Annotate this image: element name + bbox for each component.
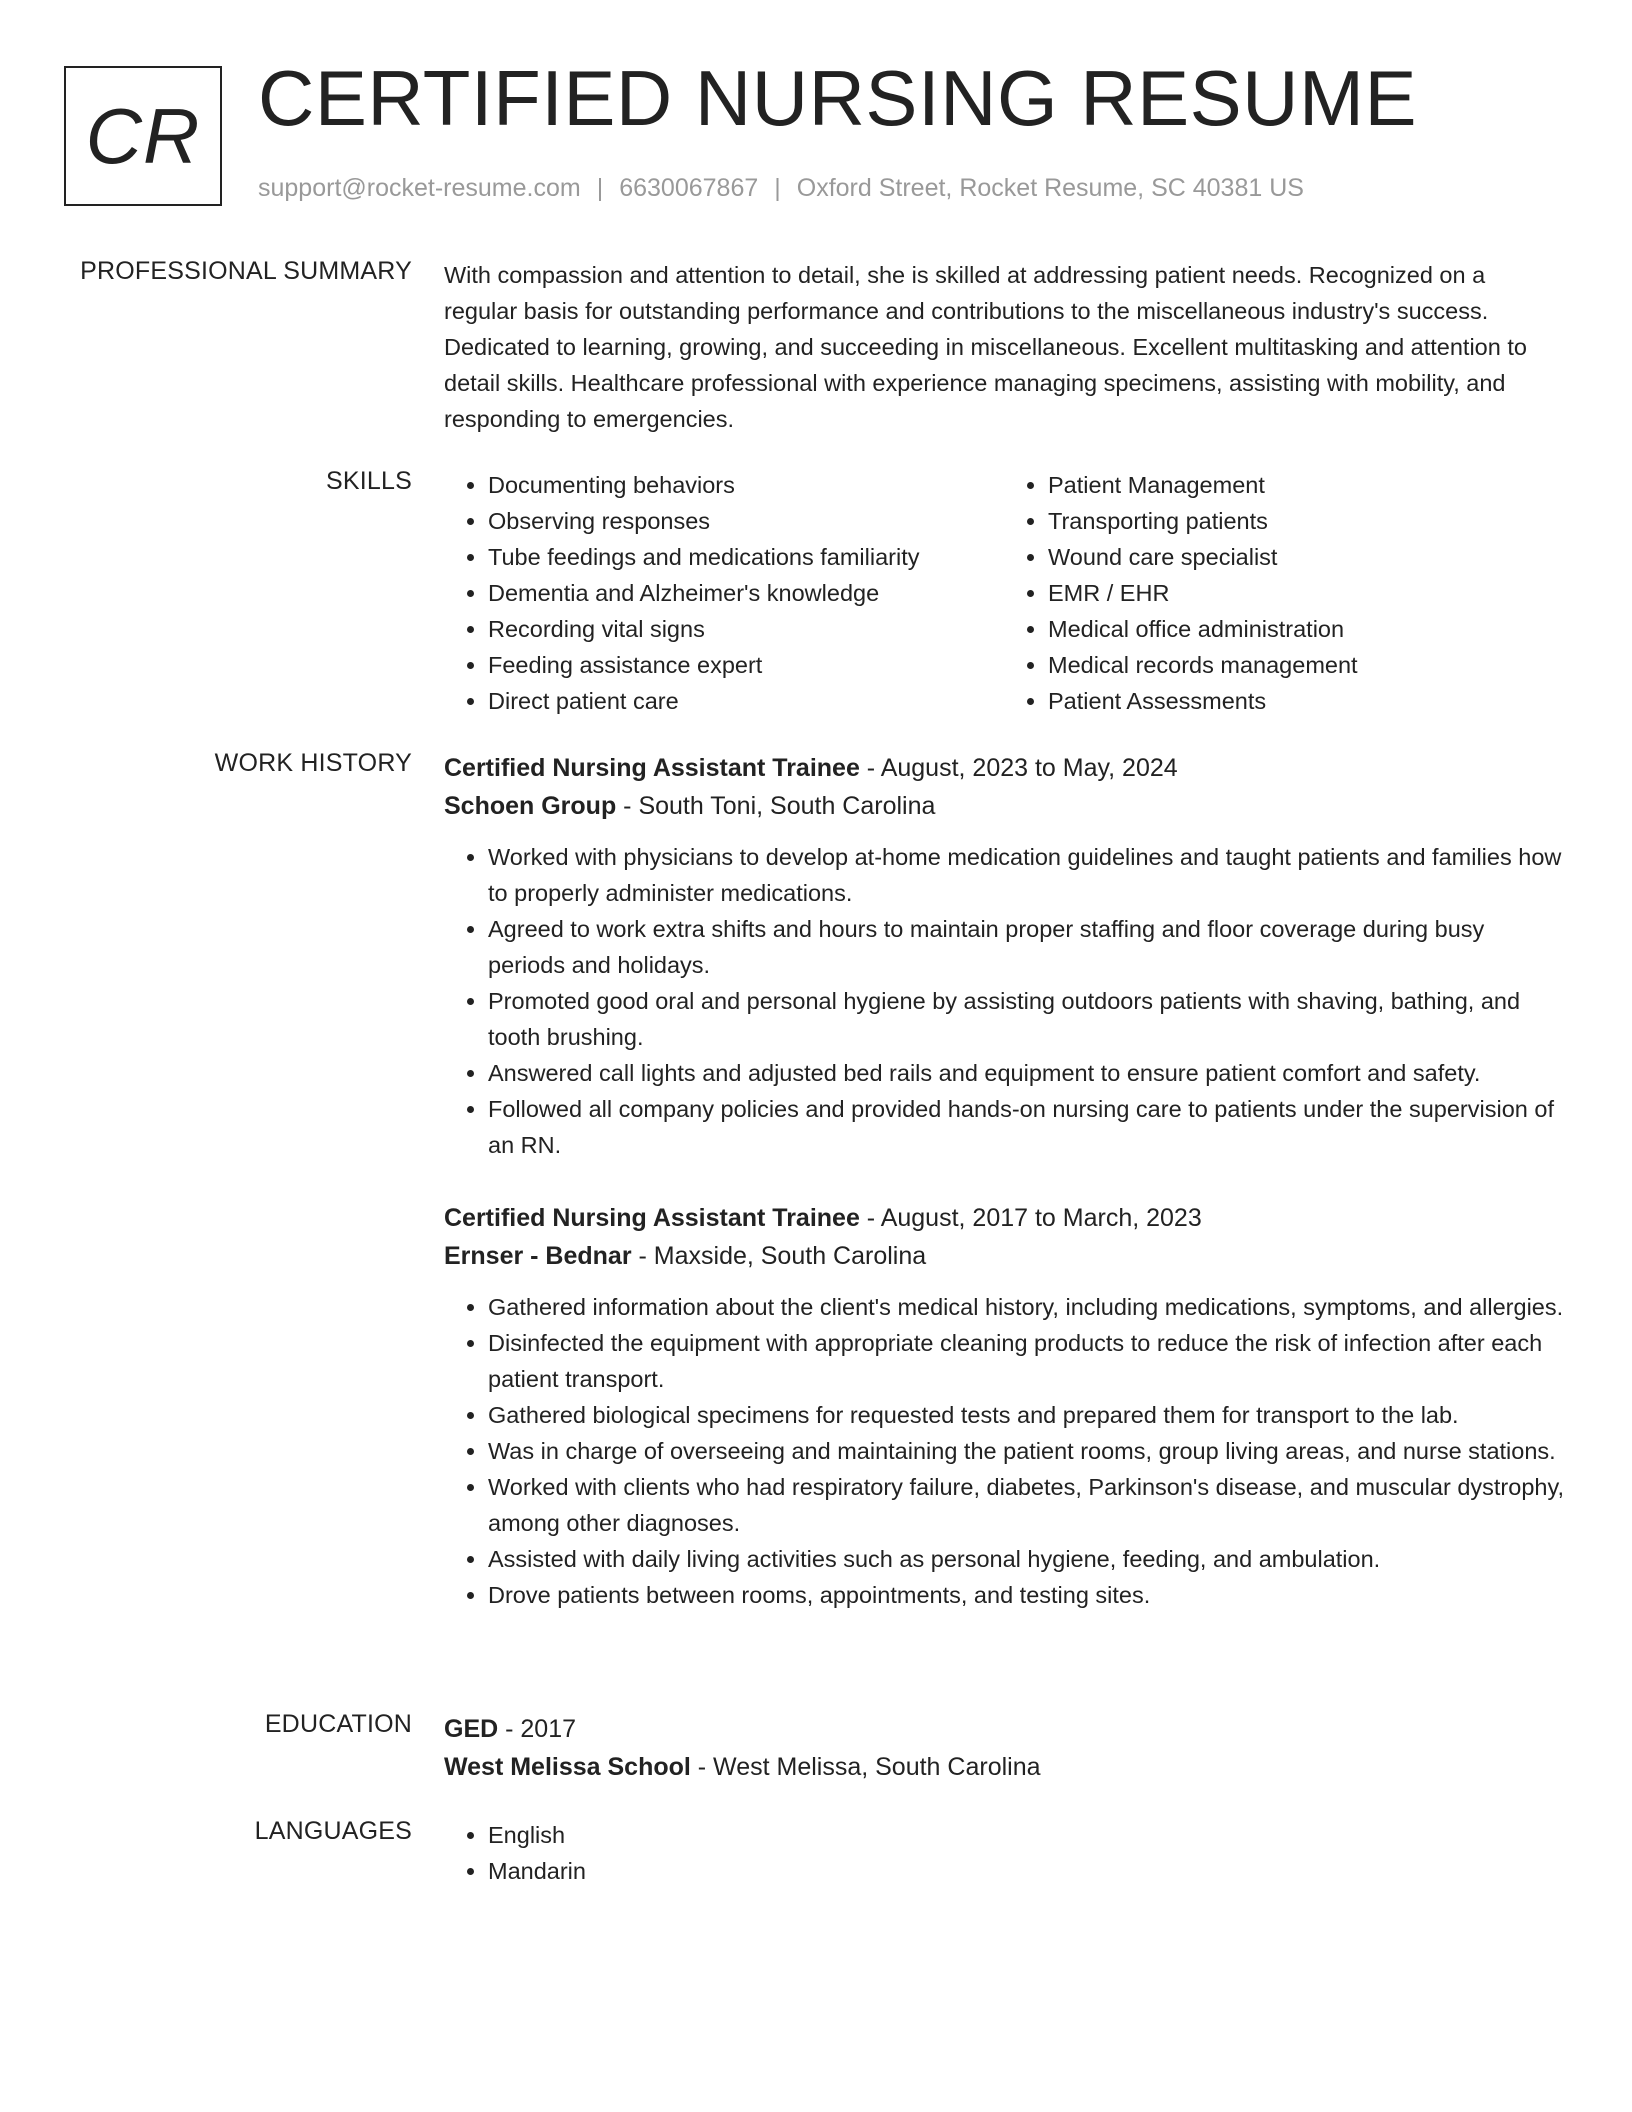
education-school: West Melissa School [444,1753,691,1781]
job-company-line [444,787,1564,825]
education-degree-line [444,1710,1564,1748]
skill-item: • Medical records management [1048,647,1564,683]
skill-item: • EMR / EHR [1048,575,1564,611]
job-entry [444,1199,1564,1613]
summary-body [444,257,1564,437]
monogram-badge [64,66,222,206]
job-duty: • Gathered biological specimens for requested tests and prepared them for transport to the lab. [488,1397,1564,1433]
job-company-line [444,1237,1564,1275]
contact-line [258,174,1304,203]
job-duty: • Worked with physicians to develop at-home medication guidelines and taught patients and families how to properly administer medications. [488,839,1564,911]
skill-item: • Transporting patients [1048,503,1564,539]
skill-item: • Medical office administration [1048,611,1564,647]
skill-item: • Wound care specialist [1048,539,1564,575]
contact-address: Oxford Street, Rocket Resume, SC 40381 US [796,174,1304,202]
languages-list [444,1817,1564,1889]
job-duty: • Answered call lights and adjusted bed rails and equipment to ensure patient comfort and safety. [488,1055,1564,1091]
job-location: - Maxside, South Carolina [631,1242,927,1270]
language-item: • Mandarin [488,1853,1564,1889]
education-body [444,1710,1564,1800]
section-label-summary: PROFESSIONAL SUMMARY [80,257,412,285]
job-company: Schoen Group [444,792,617,820]
job-entry [444,749,1564,1163]
summary-text: With compassion and attention to detail, she is skilled at addressing patient needs. Recognized on a regular basis for outstanding performance and contributions to the miscellaneous industry's success. Dedicated to learning, growing, and succeeding in miscellaneous. Excellent multitasking and attention to detail skills. Healthcare professional with experience managing specimens, assisting with mobility, and responding to emergencies. [444,262,1527,432]
skill-item: • Recording vital signs [488,611,1004,647]
skill-item: • Documenting behaviors [488,467,1004,503]
job-duties-list [444,1289,1564,1613]
contact-phone: 6630067867 [619,174,759,202]
job-title-line [444,749,1564,787]
education-degree: GED [444,1715,499,1743]
job-dates: - August, 2023 to May, 2024 [859,754,1178,782]
job-duty: • Assisted with daily living activities such as personal hygiene, feeding, and ambulation. [488,1541,1564,1577]
job-title: Certified Nursing Assistant Trainee [444,1204,860,1232]
job-dates: - August, 2017 to March, 2023 [859,1204,1202,1232]
skill-item: • Feeding assistance expert [488,647,1004,683]
job-location: - South Toni, South Carolina [616,792,936,820]
job-title: Certified Nursing Assistant Trainee [444,754,860,782]
skills-columns [444,467,1564,719]
education-school-line [444,1748,1564,1786]
job-duty: • Was in charge of overseeing and maintaining the patient rooms, group living areas, and nurse stations. [488,1433,1564,1469]
education-location: - West Melissa, South Carolina [690,1753,1041,1781]
job-duty: • Disinfected the equipment with appropriate cleaning products to reduce the risk of infection after each patient transport. [488,1325,1564,1397]
job-duty: • Worked with clients who had respiratory failure, diabetes, Parkinson's disease, and muscular dystrophy, among other diagnoses. [488,1469,1564,1541]
job-duty: • Agreed to work extra shifts and hours to maintain proper staffing and floor coverage during busy periods and holidays. [488,911,1564,983]
job-duty: • Gathered information about the client's medical history, including medications, symptoms, and allergies. [488,1289,1564,1325]
section-label-languages: LANGUAGES [254,1817,412,1845]
skills-list-right [1004,467,1564,719]
job-duty: • Followed all company policies and provided hands-on nursing care to patients under the supervision of an RN. [488,1091,1564,1163]
skill-item: • Dementia and Alzheimer's knowledge [488,575,1004,611]
education-year: - 2017 [498,1715,577,1743]
contact-separator: | [596,174,604,202]
skills-body [444,467,1564,719]
job-title-line [444,1199,1564,1237]
languages-body [444,1817,1564,1889]
job-company: Ernser - Bednar [444,1242,632,1270]
skill-item: • Observing responses [488,503,1004,539]
skill-item: • Direct patient care [488,683,1004,719]
job-duties-list [444,839,1564,1163]
job-duty: • Promoted good oral and personal hygiene by assisting outdoors patients with shaving, bathing, and tooth brushing. [488,983,1564,1055]
contact-email: support@rocket-resume.com [258,174,581,202]
monogram-text: CR [85,91,201,180]
work-body [444,749,1564,1649]
job-duty: • Drove patients between rooms, appointments, and testing sites. [488,1577,1564,1613]
section-label-work: WORK HISTORY [214,749,412,777]
section-label-skills: SKILLS [326,467,412,495]
language-item: • English [488,1817,1564,1853]
resume-title: CERTIFIED NURSING RESUME [258,54,1417,142]
skill-item: • Patient Management [1048,467,1564,503]
contact-separator: | [774,174,781,202]
skill-item: • Patient Assessments [1048,683,1564,719]
skills-list-left [444,467,1004,719]
skill-item: • Tube feedings and medications familiarity [488,539,1004,575]
section-label-education: EDUCATION [264,1710,412,1738]
